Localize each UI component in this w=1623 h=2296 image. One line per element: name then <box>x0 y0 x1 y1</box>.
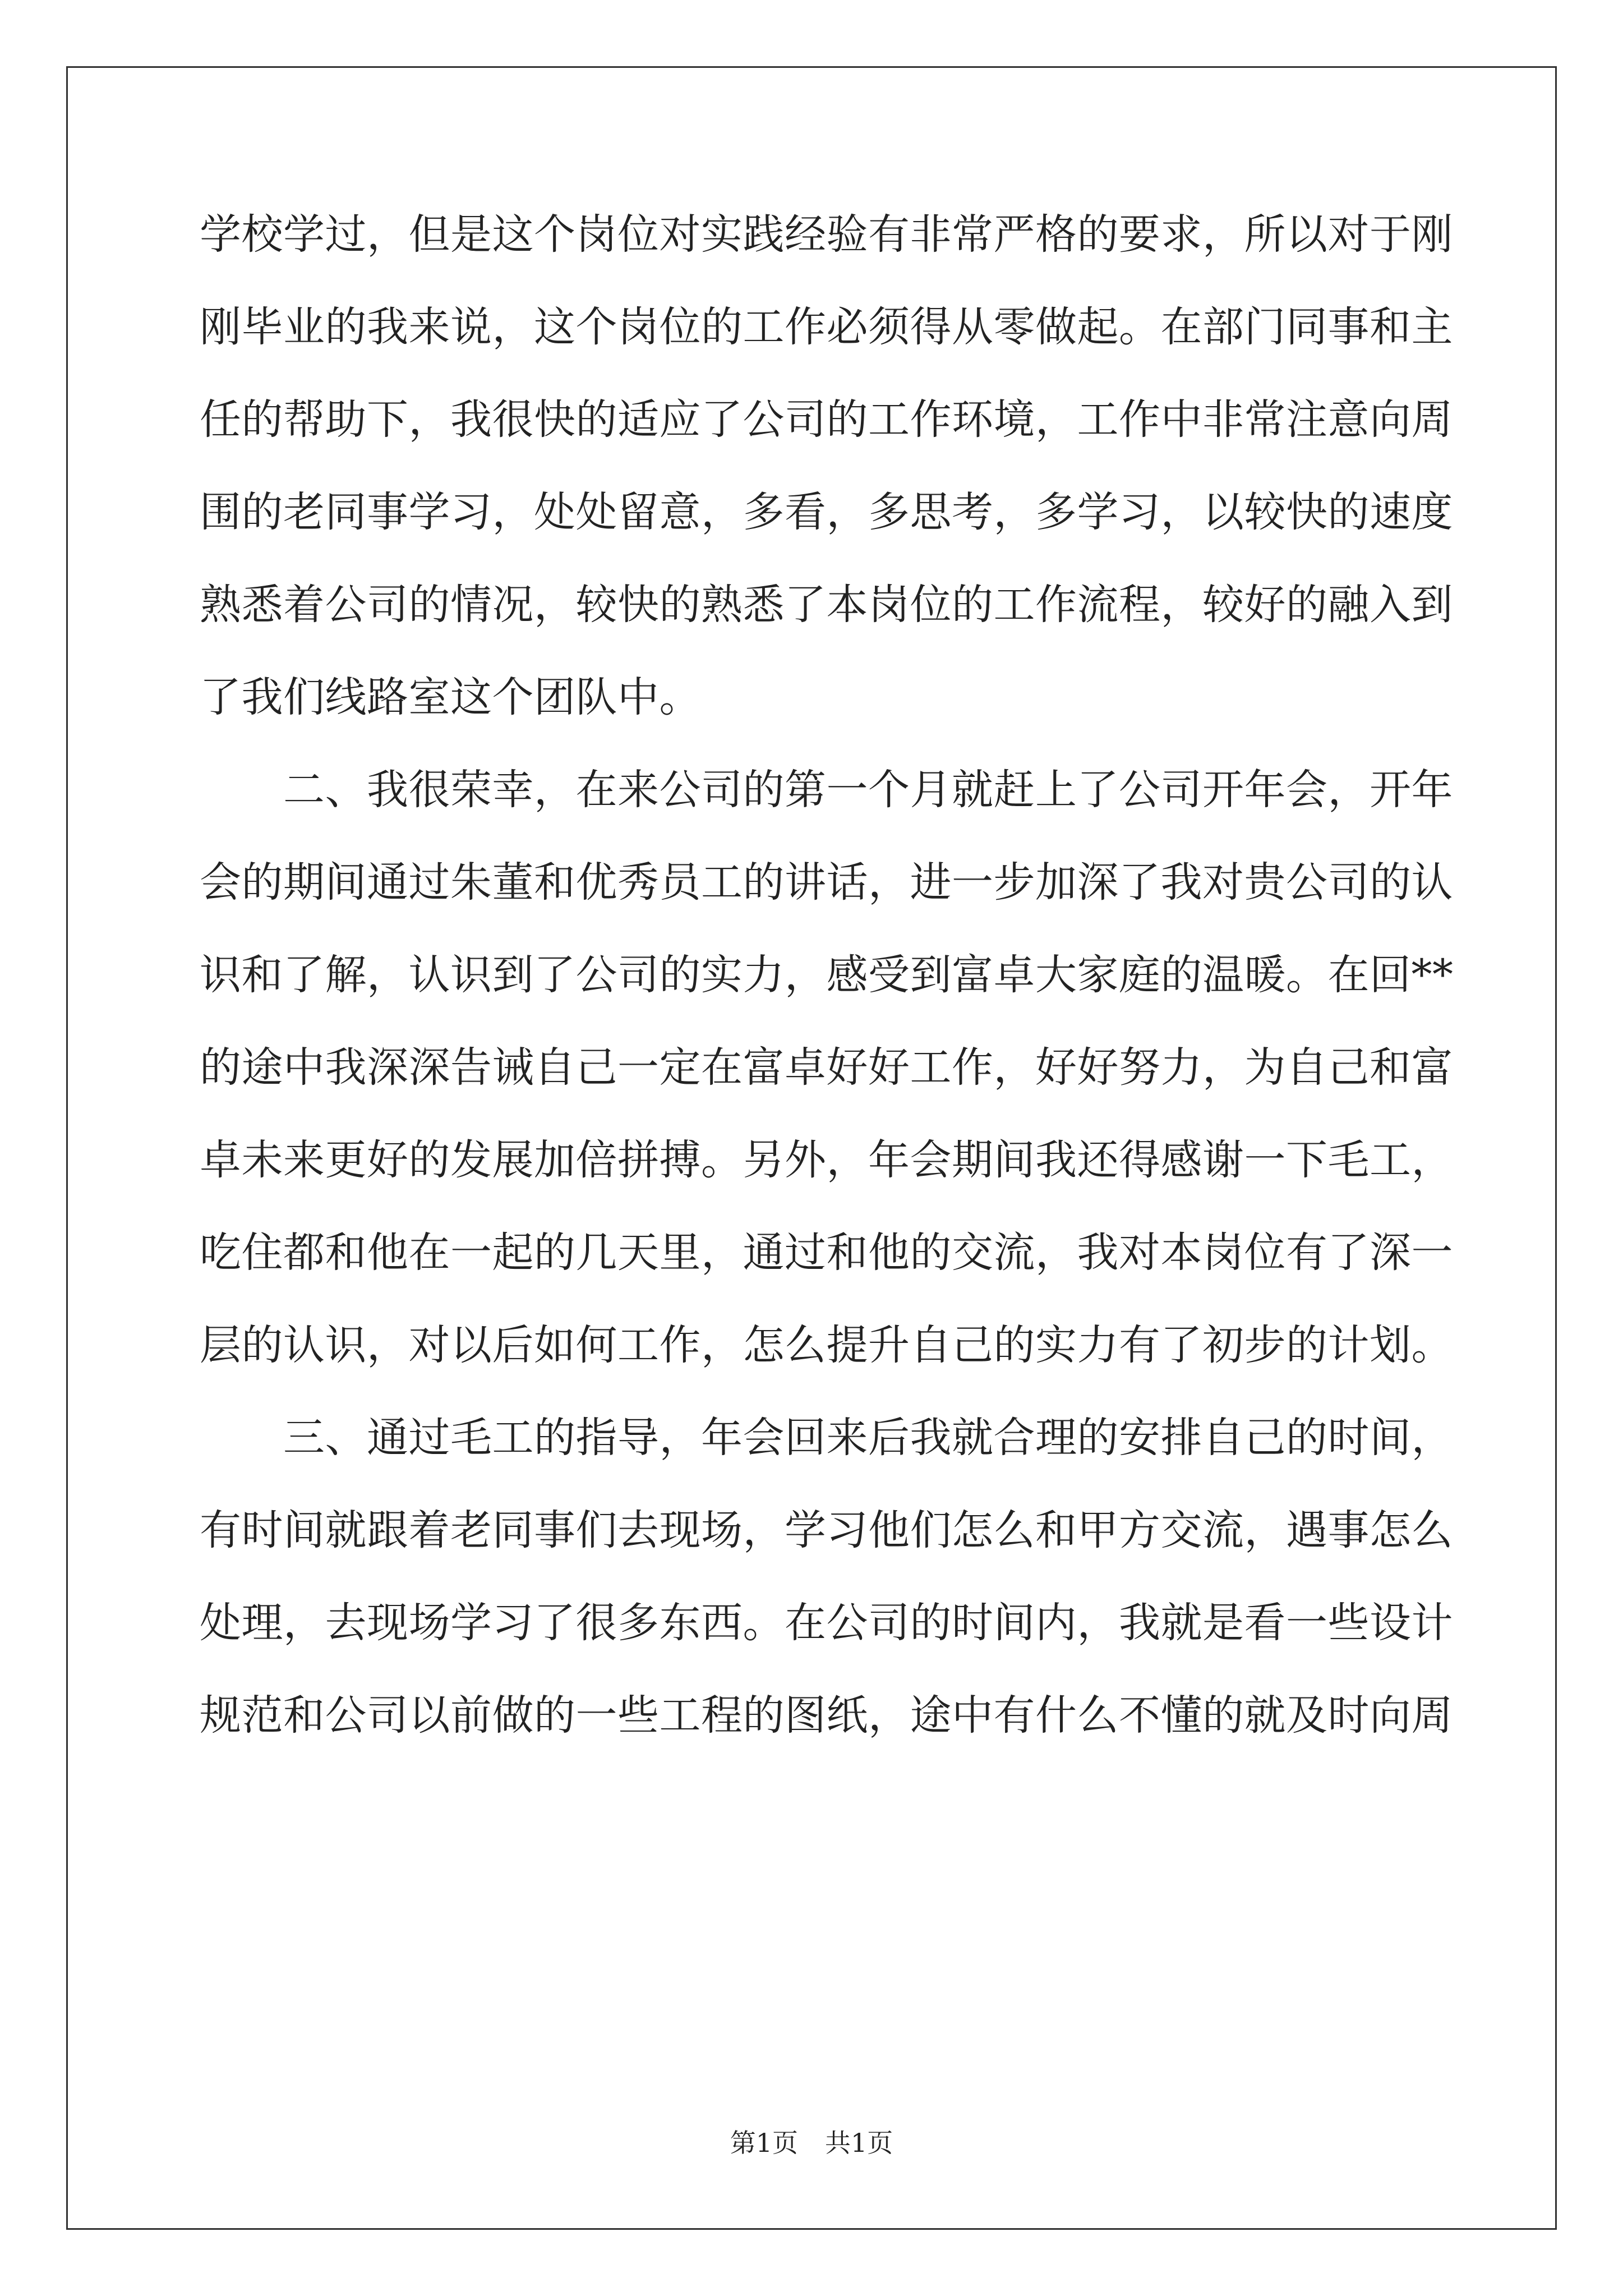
text-line: 二、我很荣幸，在来公司的第一个月就赶上了公司开年会，开年 <box>200 766 1453 814</box>
text-line: 任的帮助下，我很快的适应了公司的工作环境，工作中非常注意向周 <box>200 395 1453 444</box>
document-body <box>200 188 1454 1762</box>
text-line: 熟悉着公司的情况，较快的熟悉了本岗位的工作流程，较好的融入到 <box>200 581 1453 629</box>
text-line: 了我们线路室这个团队中。 <box>200 673 701 721</box>
text-line: 卓未来更好的发展加倍拼搏。另外，年会期间我还得感谢一下毛工， <box>200 1136 1453 1184</box>
text-line: 的途中我深深告诫自己一定在富卓好好工作，好好努力，为自己和富 <box>200 1043 1453 1092</box>
text-line: 三、通过毛工的指导，年会回来后我就合理的安排自己的时间， <box>200 1414 1453 1462</box>
text-line: 识和了解，认识到了公司的实力，感受到富卓大家庭的温暖。在回** <box>200 951 1454 999</box>
page-number: 第1页 <box>730 2128 798 2158</box>
text-line: 层的认识，对以后如何工作，怎么提升自己的实力有了初步的计划。 <box>200 1321 1453 1369</box>
text-line: 规范和公司以前做的一些工程的图纸，途中有什么不懂的就及时向周 <box>200 1691 1453 1740</box>
page-footer <box>0 2126 1623 2160</box>
text-line: 学校学过，但是这个岗位对实践经验有非常严格的要求，所以对于刚 <box>200 210 1453 259</box>
text-line: 处理，去现场学习了很多东西。在公司的时间内，我就是看一些设计 <box>200 1599 1453 1647</box>
text-line: 围的老同事学习，处处留意，多看，多思考，多学习，以较快的速度 <box>200 488 1453 536</box>
page-total: 共1页 <box>825 2128 893 2158</box>
text-line: 吃住都和他在一起的几天里，通过和他的交流，我对本岗位有了深一 <box>200 1228 1453 1277</box>
text-line: 有时间就跟着老同事们去现场，学习他们怎么和甲方交流，遇事怎么 <box>200 1506 1453 1554</box>
text-line: 会的期间通过朱董和优秀员工的讲话，进一步加深了我对贵公司的认 <box>200 858 1453 907</box>
text-line: 刚毕业的我来说，这个岗位的工作必须得从零做起。在部门同事和主 <box>200 303 1453 351</box>
